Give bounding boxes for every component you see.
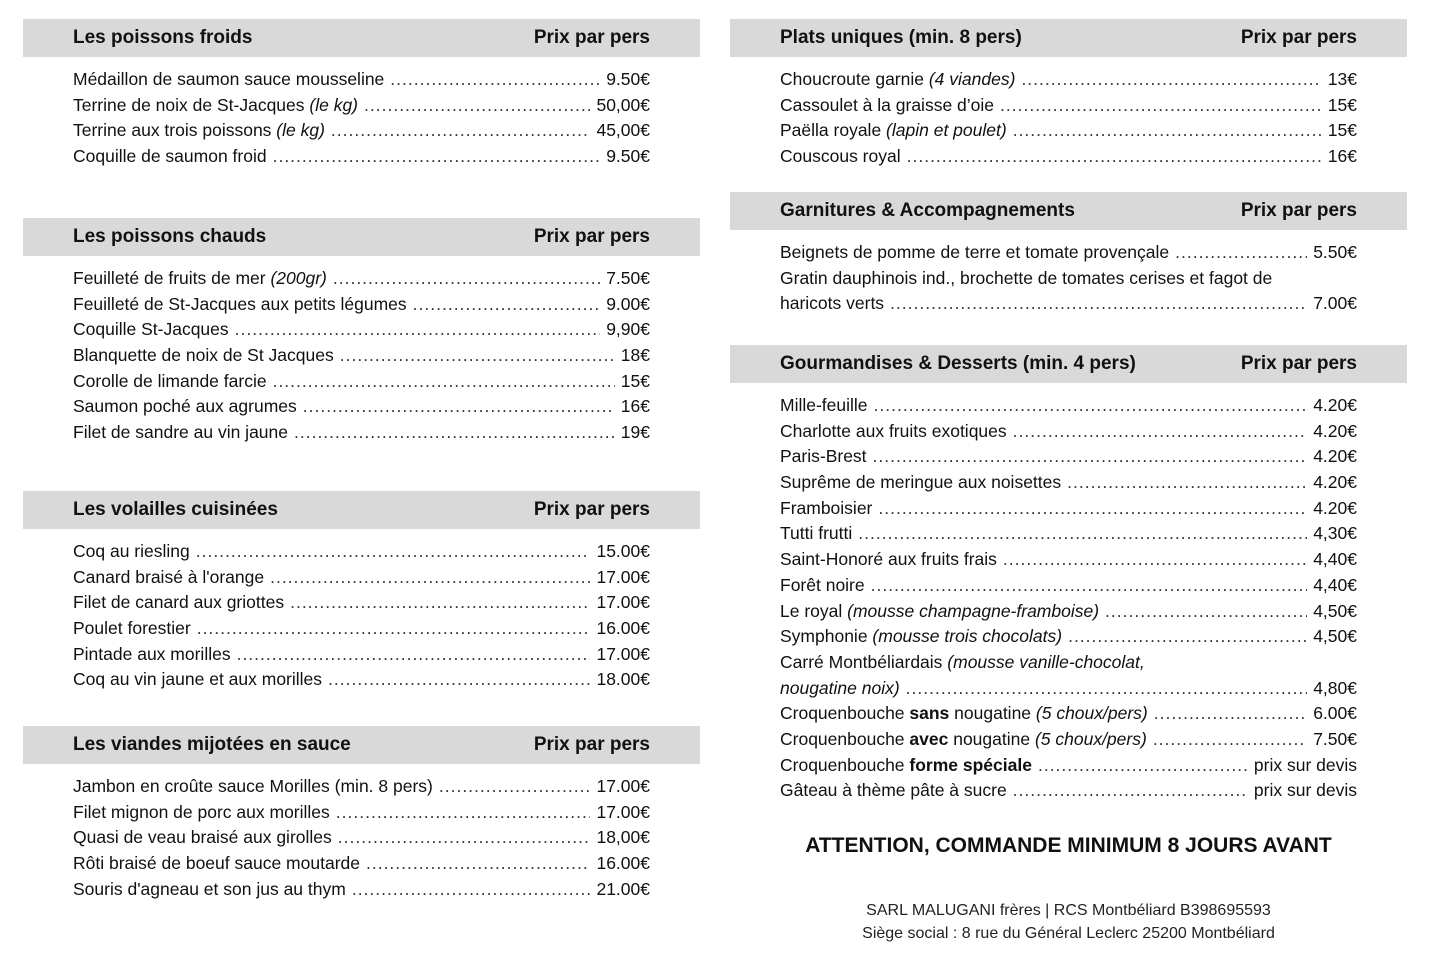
item-name-part: (lapin et poulet) (886, 120, 1007, 141)
dot-leader (1021, 69, 1321, 90)
item-name-part: Symphonie (780, 626, 873, 647)
item-price: 4.20€ (1313, 472, 1357, 493)
item-name (780, 421, 1007, 442)
item-price: 4.20€ (1313, 420, 1357, 441)
item-name-part: Poulet forestier (73, 618, 191, 639)
menu-item (73, 644, 650, 670)
item-name (73, 853, 360, 874)
item-name (73, 592, 284, 613)
item-name (73, 345, 334, 366)
item-name (780, 95, 994, 116)
section-header (23, 491, 700, 529)
item-name-part: Coquille de saumon froid (73, 146, 267, 167)
dot-leader (413, 294, 601, 315)
item-name-part: Quasi de veau braisé aux girolles (73, 827, 332, 848)
item-name-part: Paëlla royale (780, 120, 887, 141)
section-header (730, 345, 1407, 383)
item-price: 4,80€ (1313, 677, 1357, 698)
menu-item (73, 268, 650, 294)
menu-item (73, 422, 650, 448)
menu-item (73, 120, 650, 146)
item-name (780, 446, 867, 467)
item-name (780, 498, 872, 519)
item-name (780, 652, 1145, 673)
item-name-part: Filet de sandre au vin jaune (73, 422, 288, 443)
item-name-part: (200gr) (270, 268, 327, 288)
menu-item (73, 95, 650, 121)
menu-item (780, 472, 1357, 498)
item-name (73, 294, 407, 315)
item-price: 6.00€ (1313, 703, 1357, 724)
dot-leader (1000, 95, 1322, 116)
section-poissons-chauds (23, 218, 700, 448)
price-column-header: Prix par pers (1240, 27, 1357, 48)
item-name (780, 755, 1032, 776)
item-name (780, 780, 1007, 801)
menu-item (73, 69, 650, 95)
section-header (730, 19, 1407, 57)
menu-item (73, 567, 650, 593)
item-name (73, 776, 433, 797)
item-name-part: Blanquette de noix de St Jacques (73, 345, 334, 366)
section-title: Les poissons froids (73, 27, 253, 48)
item-name (73, 644, 231, 665)
menu-item (780, 446, 1357, 472)
item-name (73, 827, 332, 848)
menu-item (73, 618, 650, 644)
dot-leader (352, 879, 591, 900)
item-name (73, 146, 267, 167)
dot-leader (1153, 729, 1307, 750)
item-price: 4,50€ (1313, 626, 1357, 647)
item-name (780, 293, 884, 314)
dot-leader (1154, 703, 1307, 724)
dot-leader (439, 776, 591, 797)
item-price: 7.50€ (606, 268, 650, 288)
dot-leader (333, 268, 600, 289)
item-name-part: Framboisier (780, 497, 873, 518)
item-name (780, 601, 1099, 622)
price-column-header: Prix par pers (1240, 353, 1357, 374)
menu-item (780, 729, 1357, 755)
item-name-part: Suprême de meringue aux noisettes (780, 472, 1062, 493)
dot-leader (196, 541, 591, 562)
item-name-part: forme spéciale (909, 754, 1032, 775)
item-price: 17.00€ (596, 776, 650, 796)
price-column-header: Prix par pers (533, 734, 650, 755)
dot-leader (1013, 421, 1308, 442)
dot-leader (235, 319, 601, 340)
menu-item-line (780, 652, 1357, 678)
dot-leader (1068, 626, 1307, 647)
menu-item (73, 592, 650, 618)
item-name (73, 69, 384, 90)
item-name-part: Cassoulet à la graisse d’oie (780, 94, 995, 115)
menu-item (73, 371, 650, 397)
item-name-part: Feuilleté de fruits de mer (73, 268, 271, 288)
menu-item (780, 703, 1357, 729)
order-notice: ATTENTION, COMMANDE MINIMUM 8 JOURS AVANT (805, 834, 1332, 857)
dot-leader (303, 396, 615, 417)
item-price: 9.00€ (606, 293, 650, 314)
item-name-part: sans (909, 703, 950, 724)
menu-item (780, 242, 1357, 268)
company-footer (730, 899, 1407, 945)
item-name-part: (mousse vanille-chocolat, (947, 651, 1145, 672)
menu-item (780, 293, 1357, 319)
item-price: 9.50€ (606, 146, 650, 167)
item-name-part: nougatine (948, 728, 1035, 749)
item-price: 16.00€ (596, 618, 650, 639)
menu-item (780, 120, 1357, 146)
dot-leader (874, 395, 1308, 416)
item-name-part: (4 viandes) (928, 69, 1016, 89)
item-name (73, 120, 325, 141)
dot-leader (1013, 120, 1322, 141)
item-name-part: (5 choux/pers) (1035, 703, 1148, 724)
dot-leader (270, 567, 590, 588)
item-name (780, 729, 1147, 750)
menu-item-list (730, 230, 1407, 319)
item-price: 13€ (1327, 69, 1357, 89)
item-name-part: Forêt noire (780, 574, 865, 595)
item-name-part: Charlotte aux fruits exotiques (780, 420, 1007, 441)
item-name (73, 396, 297, 417)
item-name-part: nougatine (949, 703, 1036, 724)
section-plats-uniques (730, 19, 1407, 172)
item-name-part: Terrine de noix de St-Jacques (73, 94, 310, 115)
item-price: 15€ (620, 370, 650, 391)
item-name-part: Saint-Honoré aux fruits frais (780, 549, 997, 570)
item-price: 18,00€ (596, 827, 650, 848)
item-price: 19€ (620, 422, 650, 443)
section-title: Gourmandises & Desserts (min. 4 pers) (780, 353, 1136, 374)
footer-company-line: SARL MALUGANI frères | RCS Montbéliard B398695593 (866, 902, 1271, 919)
item-name (73, 879, 346, 900)
dot-leader (907, 146, 1322, 167)
dot-leader (906, 678, 1308, 699)
item-name-part: (le kg) (309, 94, 359, 115)
menu-item (73, 396, 650, 422)
item-name (780, 549, 997, 570)
item-name (73, 669, 322, 690)
item-price: 9,90€ (606, 319, 650, 340)
item-name-part: Canard braisé à l'orange (73, 566, 265, 587)
item-name-part: Jambon en croûte sauce Morilles (min. 8 pers) (73, 776, 433, 796)
item-price: 4,40€ (1313, 549, 1357, 570)
item-name-part: Médaillon de saumon sauce mousseline (73, 69, 385, 89)
section-poissons-froids (23, 19, 700, 172)
item-name-part: Filet mignon de porc aux morilles (73, 801, 330, 822)
menu-item (780, 549, 1357, 575)
dot-leader (290, 592, 590, 613)
item-price: 17.00€ (596, 801, 650, 822)
price-column-header: Prix par pers (1240, 200, 1357, 221)
item-name (780, 120, 1007, 141)
dot-leader (273, 146, 601, 167)
item-price: prix sur devis (1253, 754, 1357, 775)
menu-item-line (780, 268, 1357, 294)
item-price: 4,50€ (1313, 600, 1357, 621)
dot-leader (338, 827, 591, 848)
menu-item-list (23, 57, 700, 172)
menu-item (780, 146, 1357, 172)
menu-item (73, 827, 650, 853)
item-price: 21.00€ (596, 878, 650, 899)
item-name (780, 472, 1061, 493)
item-name (780, 395, 868, 416)
dot-leader (871, 575, 1308, 596)
dot-leader (331, 120, 591, 141)
menu-item (73, 802, 650, 828)
item-price: 15.00€ (596, 541, 650, 561)
footer-address-line: Siège social : 8 rue du Général Leclerc 25200 Montbéliard (862, 925, 1275, 942)
menu-item (780, 755, 1357, 781)
item-name-part: Couscous royal (780, 146, 901, 167)
menu-item (780, 601, 1357, 627)
item-name-part: (mousse trois chocolats) (872, 626, 1063, 647)
item-name (780, 268, 1272, 289)
menu-item (73, 541, 650, 567)
menu-item (73, 146, 650, 172)
dot-leader (273, 371, 615, 392)
item-price: 5.50€ (1313, 242, 1357, 262)
item-name-part: Tutti frutti (780, 523, 853, 544)
item-name-part: Choucroute garnie (780, 69, 929, 89)
dot-leader (364, 95, 590, 116)
item-name-part: avec (909, 728, 949, 749)
item-price: 17.00€ (596, 566, 650, 587)
item-price: 7.00€ (1313, 293, 1357, 314)
dot-leader (890, 293, 1307, 314)
item-name-part: (le kg) (276, 120, 325, 141)
item-name (73, 268, 327, 289)
price-column-header: Prix par pers (533, 27, 650, 48)
item-name-part: Le royal (780, 600, 848, 621)
dot-leader (340, 345, 615, 366)
item-name-part: Corolle de limande farcie (73, 370, 267, 391)
dot-leader (878, 498, 1307, 519)
item-price: 4,40€ (1313, 574, 1357, 595)
item-name (73, 319, 229, 340)
menu-item (780, 523, 1357, 549)
item-price: 4,30€ (1313, 523, 1357, 544)
item-name-part: Gâteau à thème pâte à sucre (780, 780, 1007, 801)
item-name-part: Coq au riesling (73, 541, 190, 561)
dot-leader (366, 853, 590, 874)
item-name (780, 69, 1015, 90)
item-name-part: Mille-feuille (780, 395, 868, 415)
menu-item (780, 498, 1357, 524)
item-price: 17.00€ (596, 643, 650, 664)
dot-leader (1013, 780, 1248, 801)
item-name (780, 575, 865, 596)
item-name-part: Croquenbouche (780, 728, 910, 749)
item-name-part: Gratin dauphinois ind., brochette de tomates cerises et fagot de (780, 267, 1273, 288)
dot-leader (858, 523, 1307, 544)
item-name-part: Beignets de pomme de terre et tomate provençale (780, 242, 1170, 262)
menu-item (73, 853, 650, 879)
section-viandes (23, 726, 700, 904)
item-name-part: Coquille St-Jacques (73, 319, 229, 340)
item-name (73, 371, 267, 392)
item-name-part: Croquenbouche (780, 703, 910, 724)
item-name (73, 422, 288, 443)
dot-leader (336, 802, 591, 823)
item-name (73, 802, 330, 823)
item-name-part: Terrine aux trois poissons (73, 120, 277, 141)
item-name-part: Souris d'agneau et son jus au thym (73, 878, 346, 899)
item-name (780, 703, 1148, 724)
menu-item (780, 678, 1357, 704)
item-price: 50,00€ (596, 94, 650, 115)
item-price: 7.50€ (1313, 728, 1357, 749)
menu-item (780, 395, 1357, 421)
item-name-part: Pintade aux morilles (73, 643, 231, 664)
item-price: 17.00€ (596, 592, 650, 613)
section-header (23, 218, 700, 256)
menu-item-list (730, 383, 1407, 806)
price-column-header: Prix par pers (533, 226, 650, 247)
item-price: 18.00€ (596, 669, 650, 690)
item-price: prix sur devis (1253, 780, 1357, 801)
item-name (780, 678, 900, 699)
item-price: 4.20€ (1313, 497, 1357, 518)
menu-item (780, 95, 1357, 121)
item-price: 15€ (1327, 120, 1357, 141)
price-column-header: Prix par pers (533, 499, 650, 520)
item-price: 15€ (1327, 94, 1357, 115)
item-name-part: Coq au vin jaune et aux morilles (73, 669, 323, 690)
item-name-part: Feuilleté de St-Jacques aux petits légumes (73, 293, 407, 314)
menu-item (73, 776, 650, 802)
menu-item (780, 626, 1357, 652)
section-desserts (730, 345, 1407, 806)
section-title: Les viandes mijotées en sauce (73, 734, 351, 755)
item-price: 16€ (1327, 146, 1357, 167)
menu-item (780, 780, 1357, 806)
item-name-part: (mousse champagne-framboise) (847, 600, 1100, 621)
menu-item-list (23, 764, 700, 904)
section-title: Les poissons chauds (73, 226, 267, 247)
section-title: Les volailles cuisinées (73, 499, 278, 520)
dot-leader (237, 644, 591, 665)
menu-item (780, 575, 1357, 601)
section-garnitures (730, 192, 1407, 319)
menu-item (780, 69, 1357, 95)
section-header (730, 192, 1407, 230)
menu-item (73, 669, 650, 695)
dot-leader (294, 422, 615, 443)
dot-leader (1038, 755, 1248, 776)
item-name-part: nougatine noix) (780, 677, 900, 698)
item-price: 4.20€ (1313, 395, 1357, 415)
item-name-part: Rôti braisé de boeuf sauce moutarde (73, 853, 360, 874)
dot-leader (197, 618, 591, 639)
menu-item-list (23, 529, 700, 695)
item-name (73, 95, 358, 116)
item-name (780, 523, 852, 544)
item-name-part: Filet de canard aux griottes (73, 592, 285, 613)
item-name (780, 626, 1062, 647)
dot-leader (390, 69, 600, 90)
item-name (73, 567, 264, 588)
item-name (780, 242, 1169, 263)
item-name-part: haricots verts (780, 293, 885, 314)
menu-item (780, 421, 1357, 447)
item-price: 16.00€ (596, 853, 650, 874)
menu-item-list (23, 256, 700, 448)
section-volailles (23, 491, 700, 695)
item-name (780, 146, 901, 167)
item-price: 45,00€ (596, 120, 650, 141)
item-price: 18€ (620, 345, 650, 366)
item-price: 16€ (620, 396, 650, 417)
menu-item-list (730, 57, 1407, 172)
menu-item (73, 879, 650, 905)
item-name (73, 618, 191, 639)
dot-leader (1003, 549, 1307, 570)
dot-leader (873, 446, 1308, 467)
item-price: 4.20€ (1313, 446, 1357, 467)
section-title: Plats uniques (min. 8 pers) (780, 27, 1022, 48)
item-name (73, 541, 190, 562)
item-name-part: Paris-Brest (780, 446, 867, 467)
item-name-part: Saumon poché aux agrumes (73, 396, 297, 417)
item-name-part: (5 choux/pers) (1034, 728, 1147, 749)
item-price: 9.50€ (606, 69, 650, 89)
section-header (23, 726, 700, 764)
dot-leader (1067, 472, 1307, 493)
dot-leader (1105, 601, 1307, 622)
dot-leader (328, 669, 590, 690)
section-header (23, 19, 700, 57)
menu-item (73, 345, 650, 371)
item-name-part: Carré Montbéliardais (780, 651, 948, 672)
item-name-part: Croquenbouche (780, 754, 910, 775)
dot-leader (1175, 242, 1307, 263)
menu-item (73, 294, 650, 320)
menu-item (73, 319, 650, 345)
section-title: Garnitures & Accompagnements (780, 200, 1075, 221)
